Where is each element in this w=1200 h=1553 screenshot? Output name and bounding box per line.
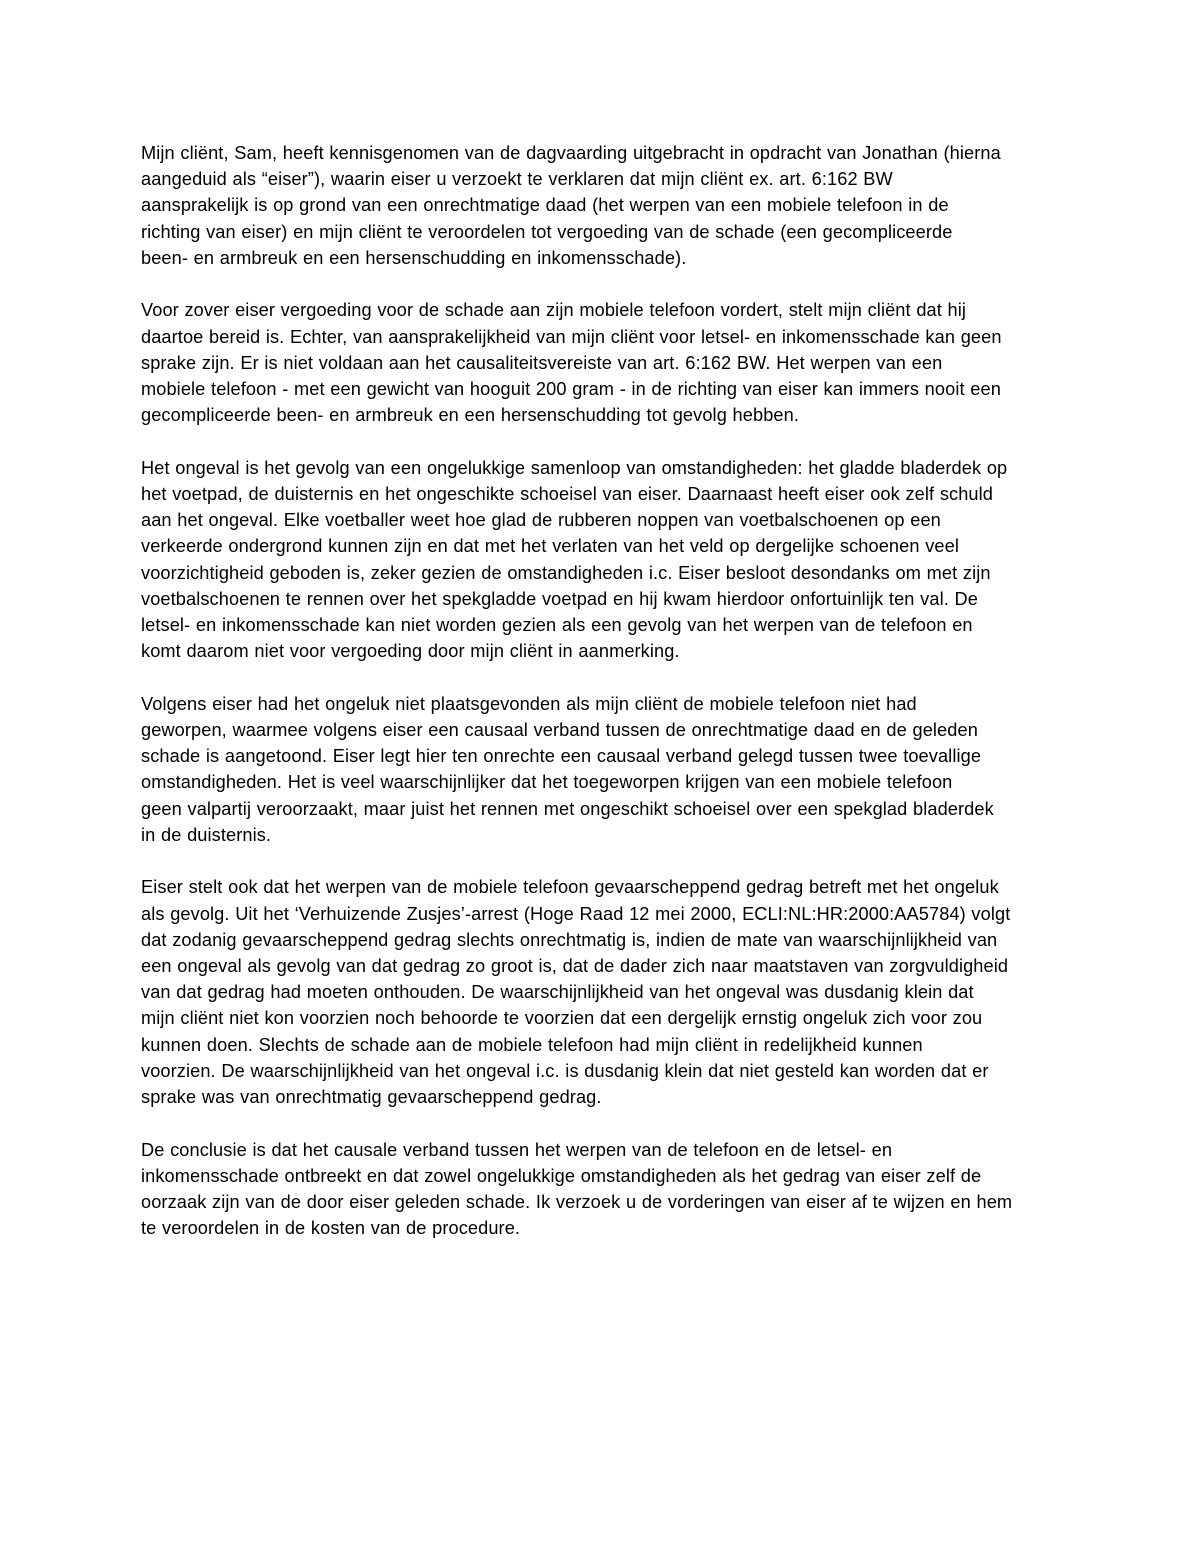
text-line: een ongeval als gevolg van dat gedrag zo groot is, dat de dader zich naar maatstaven van zorgvuldigheid	[141, 956, 1009, 977]
text-line: kunnen doen. Slechts de schade aan de mobiele telefoon had mijn cliënt in redelijkheid kunnen	[141, 1034, 923, 1055]
text-line: De conclusie is dat het causale verband tussen het werpen van de telefoon en de letsel- en	[141, 1139, 893, 1160]
text-line: omstandigheden. Het is veel waarschijnlijker dat het toegeworpen krijgen van een mobiele telefoon	[141, 772, 953, 793]
text-line: aan het ongeval. Elke voetballer weet hoe glad de rubberen noppen van voetbalschoenen op een	[141, 510, 941, 531]
text-line: aangeduid als “eiser”), waarin eiser u verzoekt te verklaren dat mijn cliënt ex. art. 6:162 BW	[141, 169, 893, 190]
text-line: oorzaak zijn van de door eiser geleden schade. Ik verzoek u de vorderingen van eiser af te wijzen en hem	[141, 1192, 1013, 1213]
paragraph-csqn	[141, 691, 1063, 848]
text-line: van dat gedrag had moeten onthouden. De waarschijnlijkheid van het ongeval was dusdanig klein dat	[141, 982, 974, 1003]
text-line: mijn cliënt niet kon voorzien noch behoorde te voorzien dat een dergelijk ernstig ongeluk zich voor zou	[141, 1008, 983, 1029]
text-line: Mijn cliënt, Sam, heeft kennisgenomen van de dagvaarding uitgebracht in opdracht van Jonathan (hierna	[141, 143, 1001, 163]
text-line: aansprakelijk is op grond van een onrechtmatige daad (het werpen van een mobiele telefoon in de	[141, 195, 949, 216]
text-line: voorzien. De waarschijnlijkheid van het ongeval i.c. is dusdanig klein dat niet gesteld kan worden dat er	[141, 1060, 989, 1081]
text-line: geworpen, waarmee volgens eiser een causaal verband tussen de onrechtmatige daad en de geleden	[141, 720, 978, 741]
text-line: richting van eiser) en mijn cliënt te veroordelen tot vergoeding van de schade (een gecompliceerde	[141, 221, 953, 242]
text-line: Volgens eiser had het ongeluk niet plaatsgevonden als mijn cliënt de mobiele telefoon niet had	[141, 693, 917, 714]
paragraph-hazardous-conduct	[141, 874, 1063, 1110]
text-line: komt daarom niet voor vergoeding door mijn cliënt in aanmerking.	[141, 641, 680, 662]
paragraph-circumstances	[141, 455, 1063, 665]
text-line: voorzichtigheid geboden is, zeker gezien de omstandigheden i.c. Eiser besloot desondanks om met zijn	[141, 562, 991, 583]
text-line: been- en armbreuk en een hersenschudding en inkomensschade).	[141, 247, 687, 268]
text-line: letsel- en inkomensschade kan niet worden gezien als een gevolg van het werpen van de telefoon en	[141, 615, 973, 636]
paragraph-causality	[141, 297, 1063, 428]
paragraph-conclusion	[141, 1137, 1063, 1242]
text-line: geen valpartij veroorzaakt, maar juist het rennen met ongeschikt schoeisel over een spekglad bladerdek	[141, 798, 994, 819]
text-line: sprake was van onrechtmatig gevaarscheppend gedrag.	[141, 1087, 602, 1108]
text-line: Het ongeval is het gevolg van een ongelukkige samenloop van omstandigheden: het gladde bladerdek op	[141, 457, 1008, 478]
text-line: schade is aangetoond. Eiser legt hier ten onrechte een causaal verband gelegd tussen twee toevallige	[141, 746, 982, 767]
text-line: Voor zover eiser vergoeding voor de schade aan zijn mobiele telefoon vordert, stelt mijn cliënt dat hij	[141, 300, 967, 321]
document-body	[141, 140, 1063, 1268]
text-line: sprake zijn. Er is niet voldaan aan het causaliteitsvereiste van art. 6:162 BW. Het werpen van een	[141, 352, 943, 373]
text-line: voetbalschoenen te rennen over het spekgladde voetpad en hij kwam hierdoor onfortuinlijk ten val. De	[141, 588, 978, 609]
text-line: mobiele telefoon - met een gewicht van hooguit 200 gram - in de richting van eiser kan immers nooit een	[141, 379, 1001, 400]
text-line: in de duisternis.	[141, 824, 272, 845]
paragraph-intro	[141, 140, 1063, 271]
text-line: te veroordelen in de kosten van de procedure.	[141, 1218, 521, 1239]
text-line: het voetpad, de duisternis en het ongeschikte schoeisel van eiser. Daarnaast heeft eiser ook zelf schuld	[141, 484, 994, 505]
text-line: als gevolg. Uit het ‘Verhuizende Zusjes’-arrest (Hoge Raad 12 mei 2000, ECLI:NL:HR:2000:AA5784) volgt	[141, 903, 1011, 924]
text-line: Eiser stelt ook dat het werpen van de mobiele telefoon gevaarscheppend gedrag betreft met het ongeluk	[141, 877, 999, 898]
text-line: daartoe bereid is. Echter, van aansprakelijkheid van mijn cliënt voor letsel- en inkomensschade kan geen	[141, 326, 1002, 347]
text-line: dat zodanig gevaarscheppend gedrag slechts onrechtmatig is, indien de mate van waarschijnlijkheid van	[141, 929, 998, 950]
text-line: gecompliceerde been- en armbreuk en een hersenschudding tot gevolg hebben.	[141, 405, 799, 426]
text-line: verkeerde ondergrond kunnen zijn en dat met het verlaten van het veld op dergelijke schoenen veel	[141, 536, 959, 557]
text-line: inkomensschade ontbreekt en dat zowel ongelukkige omstandigheden als het gedrag van eiser zelf de	[141, 1165, 982, 1186]
